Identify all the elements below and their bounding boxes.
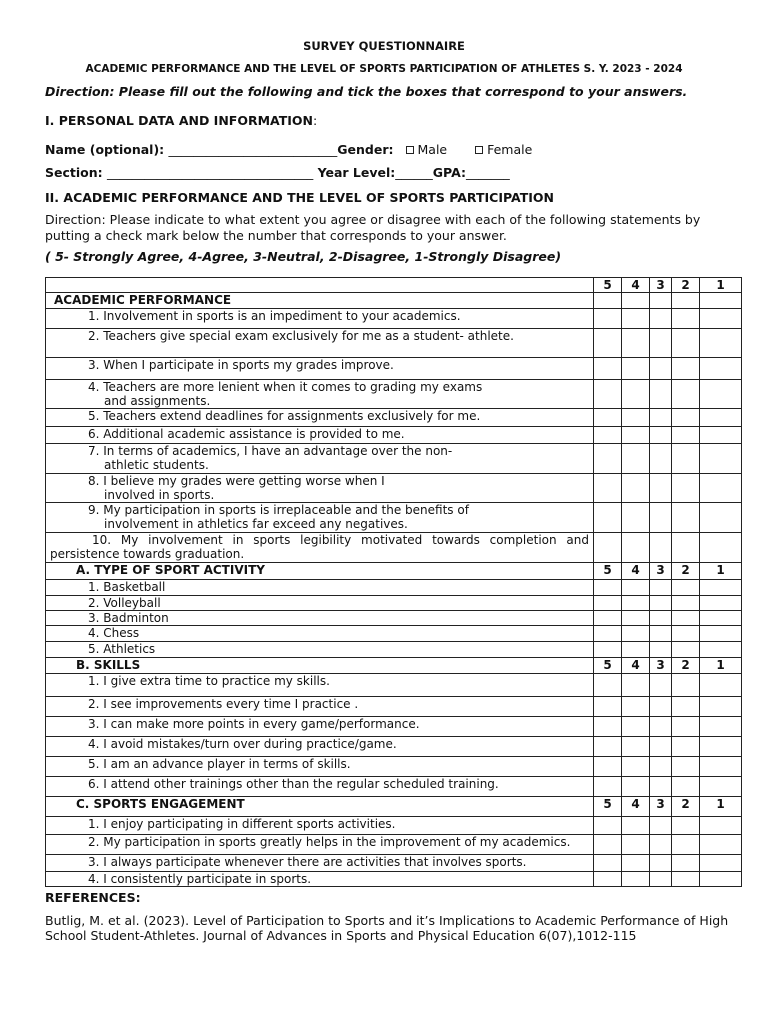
- answer-cell[interactable]: [700, 611, 742, 626]
- direction-text: Direction: Please fill out the following and tick the boxes that correspond to your answers.: [45, 84, 688, 99]
- year-level-label: Year Level:: [313, 165, 396, 180]
- answer-cell[interactable]: [622, 855, 650, 872]
- table-row: [46, 817, 742, 835]
- answer-cell[interactable]: [594, 855, 622, 872]
- answer-cell[interactable]: [650, 757, 672, 777]
- answer-cell[interactable]: [672, 474, 700, 503]
- answer-cell[interactable]: [594, 674, 622, 697]
- academic-heading: ACADEMIC PERFORMANCE: [46, 293, 594, 309]
- answer-cell[interactable]: [650, 444, 672, 474]
- answer-cell[interactable]: [672, 872, 700, 887]
- answer-cell[interactable]: [650, 309, 672, 329]
- answer-cell[interactable]: [672, 427, 700, 444]
- answer-cell[interactable]: [622, 533, 650, 563]
- question-text: 2. I see improvements every time I practice .: [46, 697, 594, 717]
- answer-cell[interactable]: [700, 642, 742, 658]
- answer-cell[interactable]: [672, 757, 700, 777]
- answer-cell[interactable]: [700, 444, 742, 474]
- answer-cell[interactable]: [650, 596, 672, 611]
- answer-cell[interactable]: [700, 380, 742, 409]
- answer-cell[interactable]: [622, 611, 650, 626]
- answer-cell[interactable]: [622, 817, 650, 835]
- sport-option: 1. Basketball: [46, 580, 594, 596]
- answer-cell[interactable]: [594, 580, 622, 596]
- answer-cell[interactable]: [650, 380, 672, 409]
- question-text: 10. My involvement in sports legibility motivated towards completion and persistence towards graduation.: [46, 533, 594, 563]
- answer-cell[interactable]: [622, 503, 650, 533]
- answer-cell[interactable]: [650, 697, 672, 717]
- answer-cell[interactable]: [650, 872, 672, 887]
- answer-cell[interactable]: [594, 737, 622, 757]
- answer-cell[interactable]: [672, 777, 700, 797]
- answer-cell[interactable]: [700, 817, 742, 835]
- section2-direction: Direction: Please indicate to what extent you agree or disagree with each of the following statements by putting a check mark below the number that corresponds to your answer.: [45, 212, 701, 243]
- table-row: [46, 503, 742, 533]
- answer-cell[interactable]: [700, 872, 742, 887]
- answer-cell[interactable]: [622, 697, 650, 717]
- table-row: [46, 697, 742, 717]
- table-row: [46, 611, 742, 626]
- answer-cell[interactable]: [700, 777, 742, 797]
- answer-cell[interactable]: [700, 329, 742, 358]
- scale-1: 1: [700, 278, 742, 293]
- answer-cell[interactable]: [650, 642, 672, 658]
- answer-cell[interactable]: [650, 855, 672, 872]
- table-row: [46, 717, 742, 737]
- name-gender-row: [45, 142, 532, 157]
- answer-cell[interactable]: [700, 835, 742, 855]
- answer-cell[interactable]: [622, 717, 650, 737]
- answer-cell[interactable]: [594, 329, 622, 358]
- sport-option: 5. Athletics: [46, 642, 594, 658]
- answer-cell[interactable]: [700, 674, 742, 697]
- year-level-field[interactable]: ______: [395, 165, 433, 180]
- answer-cell[interactable]: [700, 855, 742, 872]
- reference-entry: Butlig, M. et al. (2023). Level of Participation to Sports and it’s Implications to Academic Performance of High School Student-Athletes. Journal of Advances in Sports and Physical Education 6(07),1012-115: [45, 913, 729, 943]
- question-text: 3. I can make more points in every game/performance.: [46, 717, 594, 737]
- question-text: 4. I avoid mistakes/turn over during practice/game.: [46, 737, 594, 757]
- answer-cell[interactable]: [622, 329, 650, 358]
- answer-cell[interactable]: [672, 444, 700, 474]
- table-row: [46, 777, 742, 797]
- answer-cell[interactable]: [650, 474, 672, 503]
- answer-cell[interactable]: [700, 596, 742, 611]
- rating-scale: ( 5- Strongly Agree, 4-Agree, 3-Neutral, 2-Disagree, 1-Strongly Disagree): [45, 249, 562, 264]
- section1-heading: I. PERSONAL DATA AND INFORMATION:: [45, 113, 318, 128]
- answer-cell[interactable]: [622, 474, 650, 503]
- gender-label: Gender:: [337, 142, 394, 157]
- answer-cell[interactable]: [700, 533, 742, 563]
- question-text: 2. My participation in sports greatly helps in the improvement of my academics.: [46, 835, 594, 855]
- question-text: 4. Teachers are more lenient when it comes to grading my exams and assignments.: [46, 380, 594, 409]
- table-row: [46, 596, 742, 611]
- table-row: [46, 309, 742, 329]
- answer-cell[interactable]: [650, 427, 672, 444]
- academic-heading-row: [46, 293, 742, 309]
- answer-cell[interactable]: [650, 611, 672, 626]
- answer-cell[interactable]: [622, 737, 650, 757]
- answer-cell[interactable]: [650, 409, 672, 427]
- answer-cell[interactable]: [622, 872, 650, 887]
- answer-cell[interactable]: [672, 674, 700, 697]
- engagement-heading-row: C. SPORTS ENGAGEMENT 5 4 3 2 1: [46, 797, 742, 817]
- answer-cell[interactable]: [700, 409, 742, 427]
- answer-cell[interactable]: [650, 717, 672, 737]
- answer-cell[interactable]: [622, 674, 650, 697]
- answer-cell[interactable]: [594, 872, 622, 887]
- answer-cell[interactable]: [594, 309, 622, 329]
- table-row: [46, 329, 742, 358]
- table-row: [46, 835, 742, 855]
- answer-cell[interactable]: [672, 717, 700, 737]
- answer-cell[interactable]: [700, 717, 742, 737]
- answer-cell[interactable]: [622, 380, 650, 409]
- survey-subtitle: ACADEMIC PERFORMANCE AND THE LEVEL OF SPORTS PARTICIPATION OF ATHLETES S. Y. 2023 - 2024: [85, 63, 683, 75]
- answer-cell[interactable]: [594, 427, 622, 444]
- answer-cell[interactable]: [672, 358, 700, 380]
- answer-cell[interactable]: [672, 737, 700, 757]
- answer-cell[interactable]: [650, 817, 672, 835]
- survey-table: [45, 277, 742, 887]
- engagement-heading: C. SPORTS ENGAGEMENT: [46, 797, 594, 817]
- references-heading: REFERENCES:: [45, 890, 141, 905]
- answer-cell[interactable]: [650, 737, 672, 757]
- question-text: 6. Additional academic assistance is provided to me.: [46, 427, 594, 444]
- answer-cell[interactable]: [672, 626, 700, 642]
- answer-cell[interactable]: [650, 674, 672, 697]
- table-row: [46, 872, 742, 887]
- answer-cell[interactable]: [672, 380, 700, 409]
- answer-cell[interactable]: [672, 835, 700, 855]
- answer-cell[interactable]: [700, 580, 742, 596]
- table-row: [46, 580, 742, 596]
- question-text: 8. I believe my grades were getting worse when I involved in sports.: [46, 474, 594, 503]
- scale-header-row: [46, 278, 742, 293]
- answer-cell[interactable]: [700, 737, 742, 757]
- answer-cell[interactable]: [672, 580, 700, 596]
- sport-option: 2. Volleyball: [46, 596, 594, 611]
- answer-cell[interactable]: [672, 533, 700, 563]
- answer-cell[interactable]: [622, 409, 650, 427]
- answer-cell[interactable]: [700, 474, 742, 503]
- gender-female-option[interactable]: Female: [475, 142, 532, 157]
- answer-cell[interactable]: [594, 697, 622, 717]
- table-row: [46, 757, 742, 777]
- sport-option: 4. Chess: [46, 626, 594, 642]
- answer-cell[interactable]: [672, 329, 700, 358]
- table-row: [46, 409, 742, 427]
- name-field[interactable]: ___________________________: [168, 142, 338, 157]
- answer-cell[interactable]: [594, 409, 622, 427]
- scale-4: 4: [622, 278, 650, 293]
- answer-cell[interactable]: [594, 380, 622, 409]
- gpa-label: GPA:: [432, 165, 466, 180]
- answer-cell[interactable]: [650, 626, 672, 642]
- skills-heading: B. SKILLS: [46, 658, 594, 674]
- answer-cell[interactable]: [672, 697, 700, 717]
- question-text: 3. When I participate in sports my grades improve.: [46, 358, 594, 380]
- answer-cell[interactable]: [622, 596, 650, 611]
- sport-option: 3. Badminton: [46, 611, 594, 626]
- checkbox-icon[interactable]: [406, 146, 414, 154]
- answer-cell[interactable]: [700, 358, 742, 380]
- table-row: [46, 474, 742, 503]
- answer-cell[interactable]: [672, 503, 700, 533]
- answer-cell[interactable]: [622, 309, 650, 329]
- answer-cell[interactable]: [672, 309, 700, 329]
- skills-heading-row: B. SKILLS 5 4 3 2 1: [46, 658, 742, 674]
- table-row: [46, 855, 742, 872]
- answer-cell[interactable]: [700, 309, 742, 329]
- answer-cell[interactable]: [594, 717, 622, 737]
- answer-cell[interactable]: [594, 757, 622, 777]
- gender-male-option[interactable]: Male: [406, 142, 448, 157]
- question-text: 5. Teachers extend deadlines for assignments exclusively for me.: [46, 409, 594, 427]
- question-text: 1. Involvement in sports is an impediment to your academics.: [46, 309, 594, 329]
- answer-cell[interactable]: [622, 626, 650, 642]
- answer-cell[interactable]: [594, 835, 622, 855]
- section-field[interactable]: _________________________________: [107, 165, 314, 180]
- survey-title: SURVEY QUESTIONNAIRE: [303, 39, 465, 53]
- answer-cell[interactable]: [594, 533, 622, 563]
- answer-cell[interactable]: [594, 358, 622, 380]
- answer-cell[interactable]: [594, 777, 622, 797]
- section-label: Section:: [45, 165, 107, 180]
- answer-cell[interactable]: [650, 358, 672, 380]
- question-text: 3. I always participate whenever there are activities that involves sports.: [46, 855, 594, 872]
- answer-cell[interactable]: [672, 611, 700, 626]
- answer-cell[interactable]: [594, 611, 622, 626]
- question-text: 5. I am an advance player in terms of skills.: [46, 757, 594, 777]
- question-text: 2. Teachers give special exam exclusively for me as a student- athlete.: [46, 329, 594, 358]
- question-text: 4. I consistently participate in sports.: [46, 872, 594, 887]
- sport-activity-heading: A. TYPE OF SPORT ACTIVITY: [46, 563, 594, 580]
- table-row: [46, 737, 742, 757]
- table-row: [46, 533, 742, 563]
- table-row: [46, 380, 742, 409]
- answer-cell[interactable]: [700, 427, 742, 444]
- answer-cell[interactable]: [672, 596, 700, 611]
- answer-cell[interactable]: [650, 503, 672, 533]
- answer-cell[interactable]: [672, 817, 700, 835]
- answer-cell[interactable]: [672, 642, 700, 658]
- answer-cell[interactable]: [622, 757, 650, 777]
- answer-cell[interactable]: [622, 835, 650, 855]
- question-text: 7. In terms of academics, I have an advantage over the non- athletic students.: [46, 444, 594, 474]
- gpa-field[interactable]: _______: [465, 165, 510, 180]
- question-text: 6. I attend other trainings other than the regular scheduled training.: [46, 777, 594, 797]
- answer-cell[interactable]: [622, 427, 650, 444]
- answer-cell[interactable]: [700, 697, 742, 717]
- table-row: [46, 444, 742, 474]
- answer-cell[interactable]: [650, 580, 672, 596]
- question-text: 1. I give extra time to practice my skills.: [46, 674, 594, 697]
- section-year-row: [45, 165, 510, 180]
- answer-cell[interactable]: [650, 329, 672, 358]
- answer-cell[interactable]: [622, 777, 650, 797]
- answer-cell[interactable]: [700, 757, 742, 777]
- name-label: Name (optional):: [45, 142, 169, 157]
- answer-cell[interactable]: [622, 580, 650, 596]
- answer-cell[interactable]: [650, 835, 672, 855]
- answer-cell[interactable]: [622, 358, 650, 380]
- answer-cell[interactable]: [650, 533, 672, 563]
- table-row: [46, 626, 742, 642]
- answer-cell[interactable]: [594, 444, 622, 474]
- answer-cell[interactable]: [594, 626, 622, 642]
- answer-cell[interactable]: [594, 474, 622, 503]
- answer-cell[interactable]: [672, 855, 700, 872]
- table-row: [46, 674, 742, 697]
- answer-cell[interactable]: [622, 444, 650, 474]
- table-row: [46, 358, 742, 380]
- sport-activity-heading-row: A. TYPE OF SPORT ACTIVITY 5 4 3 2 1: [46, 563, 742, 580]
- question-text: 9. My participation in sports is irreplaceable and the benefits of involvement in athletics far exceed any negatives.: [46, 503, 594, 533]
- scale-5: 5: [594, 278, 622, 293]
- scale-2: 2: [672, 278, 700, 293]
- answer-cell[interactable]: [594, 642, 622, 658]
- answer-cell[interactable]: [594, 817, 622, 835]
- answer-cell[interactable]: [700, 626, 742, 642]
- answer-cell[interactable]: [672, 409, 700, 427]
- answer-cell[interactable]: [622, 642, 650, 658]
- answer-cell[interactable]: [594, 596, 622, 611]
- answer-cell[interactable]: [594, 503, 622, 533]
- answer-cell[interactable]: [700, 503, 742, 533]
- table-row: [46, 642, 742, 658]
- scale-3: 3: [650, 278, 672, 293]
- table-row: [46, 427, 742, 444]
- question-text: 1. I enjoy participating in different sports activities.: [46, 817, 594, 835]
- answer-cell[interactable]: [650, 777, 672, 797]
- checkbox-icon[interactable]: [475, 146, 483, 154]
- section2-heading: II. ACADEMIC PERFORMANCE AND THE LEVEL OF SPORTS PARTICIPATION: [45, 190, 554, 205]
